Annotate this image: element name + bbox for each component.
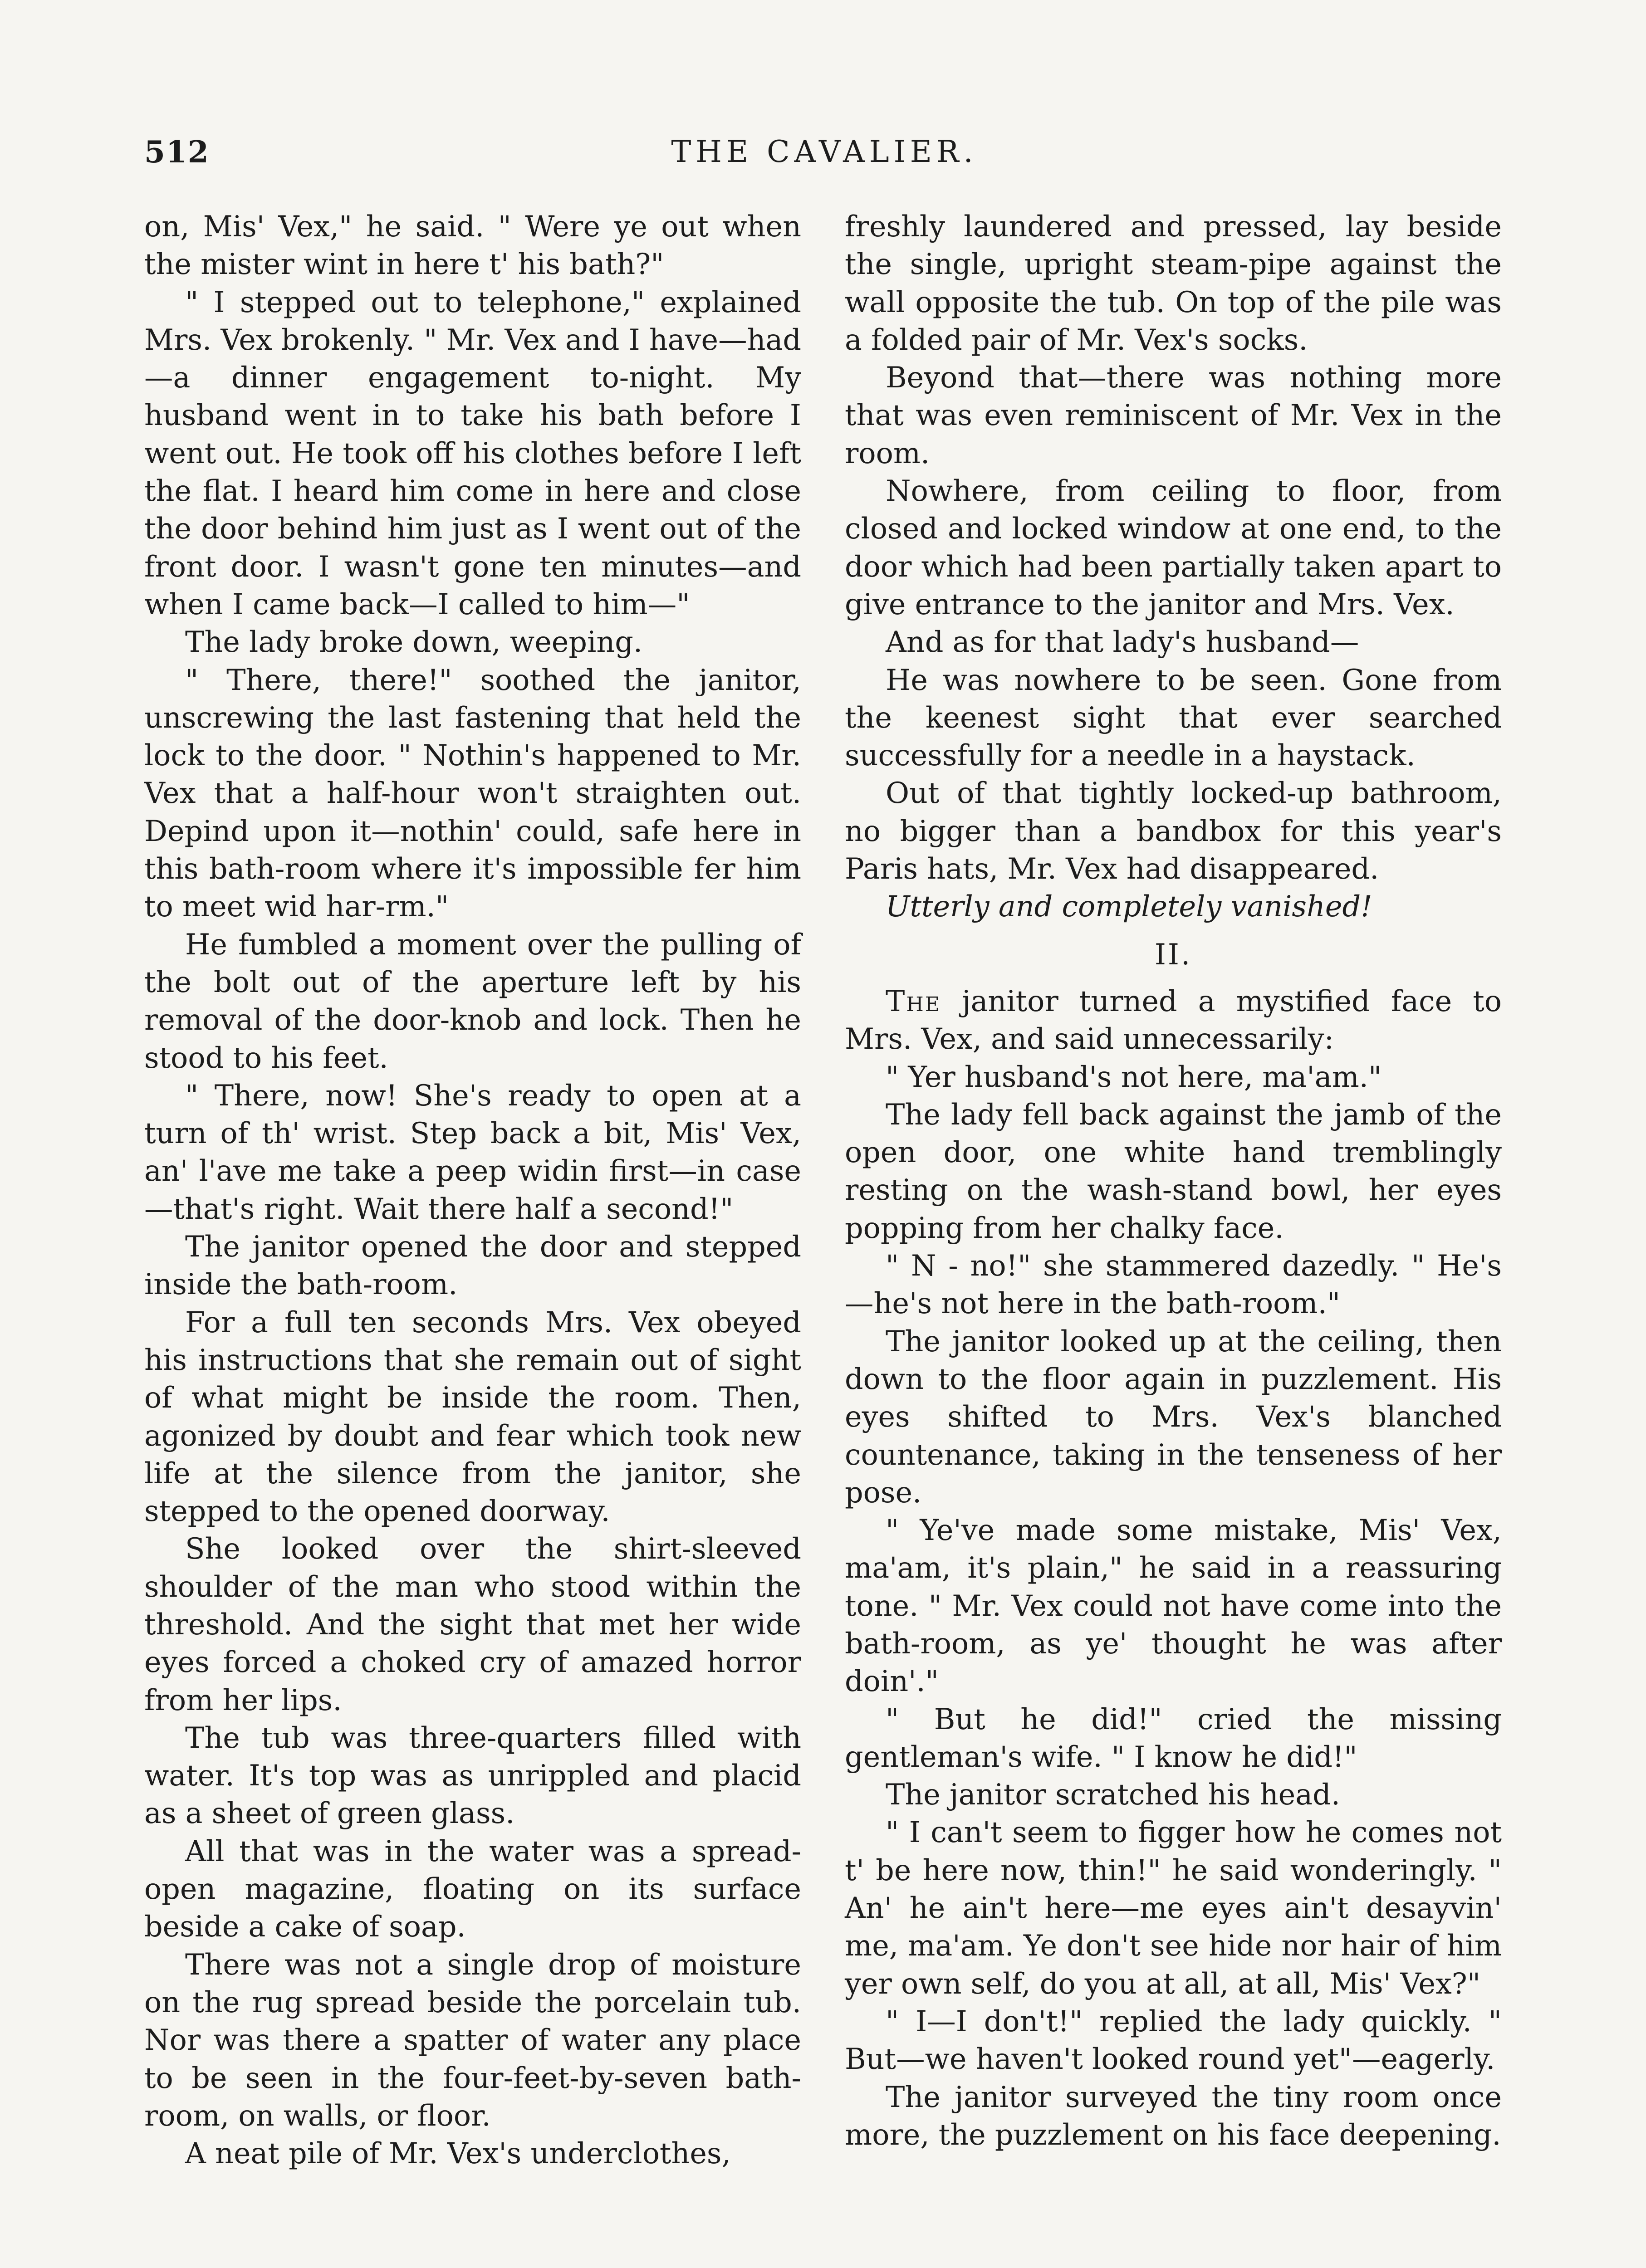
running-head: THE CAVALIER.: [671, 134, 978, 169]
paragraph: Nowhere, from ceiling to floor, from closed and locked window at one end, to the door which had been partially taken apart to give entrance to the janitor and Mrs. Vex.: [845, 474, 1502, 621]
paragraph: " There, now! She's ready to open at a turn of th' wrist. Step back a bit, Mis' Vex, an' l'ave me take a peep widin first—in case—that's right. Wait there half a second!": [144, 1078, 801, 1226]
paragraph: The lady broke down, weeping.: [185, 625, 643, 659]
paragraph: There was not a single drop of moisture on the rug spread beside the porcelain tub. Nor was there a spatter of water any place to be seen in the four-feet-by-seven bath-room, on walls, or floor.: [144, 1947, 801, 2132]
paragraph: " I can't seem to figger how he comes not t' be here now, thin!" he said wonderingly. " An' he ain't here—me eyes ain't desayvin' me, ma'am. Ye don't see hide nor hair of him yer own self, do you at all, at all, Mis' Vex?": [845, 1815, 1502, 2000]
section-lead-text: janitor turned a mystified face to Mrs. Vex, and said unnecessarily:: [845, 984, 1502, 1056]
paragraph: " Yer husband's not here, ma'am.": [886, 1060, 1382, 1094]
paragraph: [845, 982, 1502, 1058]
paragraph: He fumbled a moment over the pulling of the bolt out of the aperture left by his removal of the door-knob and lock. Then he stood to his feet.: [144, 927, 801, 1075]
page-header: [144, 134, 1504, 184]
paragraph: For a full ten seconds Mrs. Vex obeyed his instructions that she remain out of sight of what might be inside the room. Then, agonized by doubt and fear which took new life at the silence from the janitor, she stepped to the opened doorway.: [144, 1305, 801, 1528]
paragraph: He was nowhere to be seen. Gone from the keenest sight that ever searched successfully for a needle in a haystack.: [845, 663, 1502, 772]
paragraph: All that was in the water was a spread-open magazine, floating on its surface beside a cake of soap.: [144, 1834, 801, 1944]
page-number: 512: [144, 134, 210, 170]
right-column-part-two: [845, 1058, 1502, 2154]
paragraph: The janitor opened the door and stepped inside the bath-room.: [144, 1230, 801, 1301]
left-column: [144, 208, 801, 2172]
paragraph: Beyond that—there was nothing more that was even reminiscent of Mr. Vex in the room.: [845, 361, 1502, 470]
right-column: [845, 208, 1502, 2154]
section-lead-word: The: [886, 984, 941, 1018]
paragraph: The lady fell back against the jamb of the open door, one white hand tremblingly resting on the wash-stand bowl, her eyes popping from her chalky face.: [845, 1097, 1502, 1245]
paragraph: freshly laundered and pressed, lay beside the single, upright steam-pipe against the wall opposite the tub. On top of the pile was a folded pair of Mr. Vex's socks.: [845, 210, 1502, 357]
vanished-line: Utterly and completely vanished!: [886, 890, 1372, 924]
paragraph: The tub was three-quarters filled with water. It's top was as unrippled and placid as a sheet of green glass.: [144, 1721, 801, 1830]
paragraph: And as for that lady's husband—: [886, 625, 1359, 659]
paragraph: " N - no!" she stammered dazedly. " He's—he's not here in the bath-room.": [845, 1249, 1502, 1320]
paragraph: " But he did!" cried the missing gentleman's wife. " I know he did!": [845, 1702, 1502, 1774]
paragraph: A neat pile of Mr. Vex's underclothes,: [185, 2136, 731, 2170]
paragraph: " I—I don't!" replied the lady quickly. " But—we haven't looked round yet"—eagerly.: [845, 2004, 1502, 2076]
paragraph: The janitor looked up at the ceiling, then down to the floor again in puzzlement. His eyes shifted to Mrs. Vex's blanched countenance, taking in the tenseness of her pose.: [845, 1324, 1502, 1509]
paragraph: on, Mis' Vex," he said. " Were ye out when the mister wint in here t' his bath?": [144, 210, 801, 281]
section-heading: II.: [1154, 937, 1192, 971]
paragraph: Out of that tightly locked-up bathroom, no bigger than a bandbox for this year's Paris hats, Mr. Vex had disappeared.: [845, 776, 1502, 886]
right-column-part-one: [845, 208, 1502, 888]
paragraph: " I stepped out to telephone," explained Mrs. Vex brokenly. " Mr. Vex and I have—had—a dinner engagement to-night. My husband went in to take his bath before I went out. He took off his clothes before I left the flat. I heard him come in here and close the door behind him just as I went out of the front door. I wasn't gone ten minutes—and when I came back—I called to him—": [144, 285, 801, 621]
paragraph: The janitor surveyed the tiny room once more, the puzzlement on his face deepening.: [845, 2080, 1502, 2151]
paragraph: The janitor scratched his head.: [886, 1778, 1340, 1812]
paragraph: " Ye've made some mistake, Mis' Vex, ma'am, it's plain," he said in a reassuring tone. " Mr. Vex could not have come into the bath-room, as ye' thought he was after doin'.": [845, 1513, 1502, 1698]
paragraph: She looked over the shirt-sleeved shoulder of the man who stood within the threshold. And the sight that met her wide eyes forced a choked cry of amazed horror from her lips.: [144, 1532, 801, 1717]
paragraph: " There, there!" soothed the janitor, unscrewing the last fastening that held the lock to the door. " Nothin's happened to Mr. Vex that a half-hour won't straighten out. Depind upon it—nothin' could, safe here in this bath-room where it's impossible fer him to meet wid har-rm.": [144, 663, 801, 924]
